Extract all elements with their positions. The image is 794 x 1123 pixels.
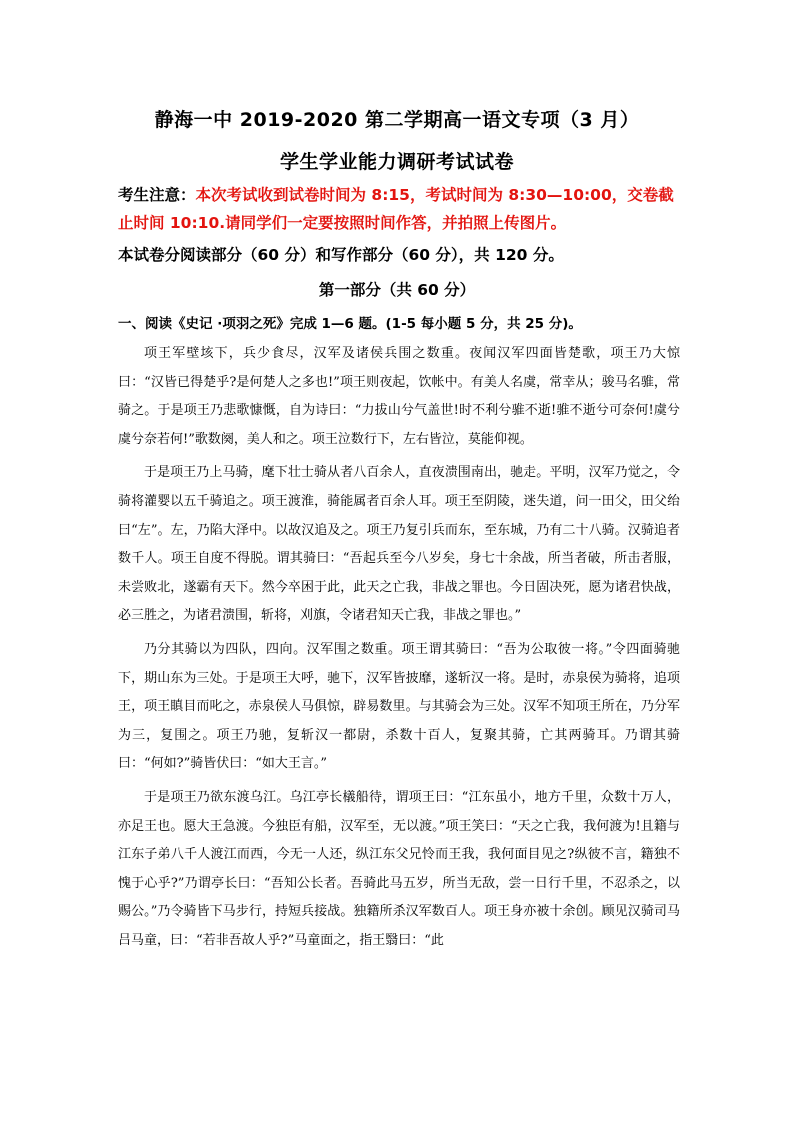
reading-passage [118, 340, 680, 960]
score-description: 本试卷分阅读部分（60 分）和写作部分（60 分），共 120 分。 [118, 246, 564, 264]
part-title: 第一部分（共 60 分） [318, 281, 476, 299]
notice-text: 本次考试收到试卷时间为 8:15，考试时间为 8:30—10:00，交卷截止时间 10:10.请同学们一定要按照时间作答，并拍照上传图片。 [118, 186, 674, 232]
passage-paragraph: 乃分其骑以为四队，四向。汉军围之数重。项王谓其骑曰：“吾为公取彼一将。”令四面骑驰下，期山东为三处。于是项王大呼，驰下，汉军皆披靡，遂斩汉一将。是时，赤泉侯为骑将，追项王，项王瞋目而叱之，赤泉侯人马俱惊，辟易数里。与其骑会为三处。汉军不知项王所在，乃分军为三，复围之。项王乃驰，复斩汉一都尉，杀数十百人，复聚其骑，亡其两骑耳。乃谓其骑曰：“何如?”骑皆伏曰：“如大王言。” [118, 641, 680, 772]
passage-paragraph: 项王军壁垓下，兵少食尽，汉军及诸侯兵围之数重。夜闻汉军四面皆楚歌，项王乃大惊曰：“汉皆已得楚乎?是何楚人之多也!”项王则夜起，饮帐中。有美人名虞，常幸从；骏马名骓，常骑之。于是项王乃悲歌慷慨，自为诗曰：“力拔山兮气盖世!时不利兮骓不逝!骓不逝兮可奈何!虞兮虞兮奈若何!”歌数阕，美人和之。项王泣数行下，左右皆泣，莫能仰视。 [118, 346, 680, 447]
notice-label: 考生注意： [118, 186, 196, 204]
candidate-notice [118, 181, 678, 237]
exam-title-line1: 静海一中 2019-2020 第二学期高一语文专项（3 月） [154, 109, 640, 131]
passage-paragraph: 于是项王乃上马骑，麾下壮士骑从者八百余人，直夜溃围南出，驰走。平明，汉军乃觉之，令骑将灌婴以五千骑追之。项王渡淮，骑能属者百余人耳。项王至阴陵，迷失道，问一田父，田父绐曰“左”。左，乃陷大泽中。以故汉追及之。项王乃复引兵而东，至东城，乃有二十八骑。汉骑追者数千人。项王自度不得脱。谓其骑曰：“吾起兵至今八岁矣，身七十余战，所当者破，所击者服，未尝败北，遂霸有天下。然今卒困于此，此天之亡我，非战之罪也。今日固决死，愿为诸君快战，必三胜之，为诸君溃围，斩将，刈旗，令诸君知天亡我，非战之罪也。” [118, 465, 680, 624]
exam-title-line2: 学生学业能力调研考试试卷 [279, 151, 514, 173]
passage-paragraph: 于是项王乃欲东渡乌江。乌江亭长檥船待，谓项王曰：“江东虽小，地方千里，众数十万人，亦足王也。愿大王急渡。今独臣有船，汉军至，无以渡。”项王笑曰：“天之亡我，我何渡为!且籍与江东子弟八千人渡江而西，今无一人还，纵江东父兄怜而王我，我何面目见之?纵彼不言，籍独不愧于心乎?”乃谓亭长曰：“吾知公长者。吾骑此马五岁，所当无敌，尝一日行千里，不忍杀之，以赐公。”乃令骑皆下马步行，持短兵接战。独籍所杀汉军数百人。项王身亦被十余创。顾见汉骑司马吕马童，曰：“若非吾故人乎?”马童面之，指王翳曰：“此 [118, 789, 680, 948]
section-title: 一、阅读《史记 ·项羽之死》完成 1—6 题。(1-5 每小题 5 分，共 25 分)。 [118, 316, 582, 332]
